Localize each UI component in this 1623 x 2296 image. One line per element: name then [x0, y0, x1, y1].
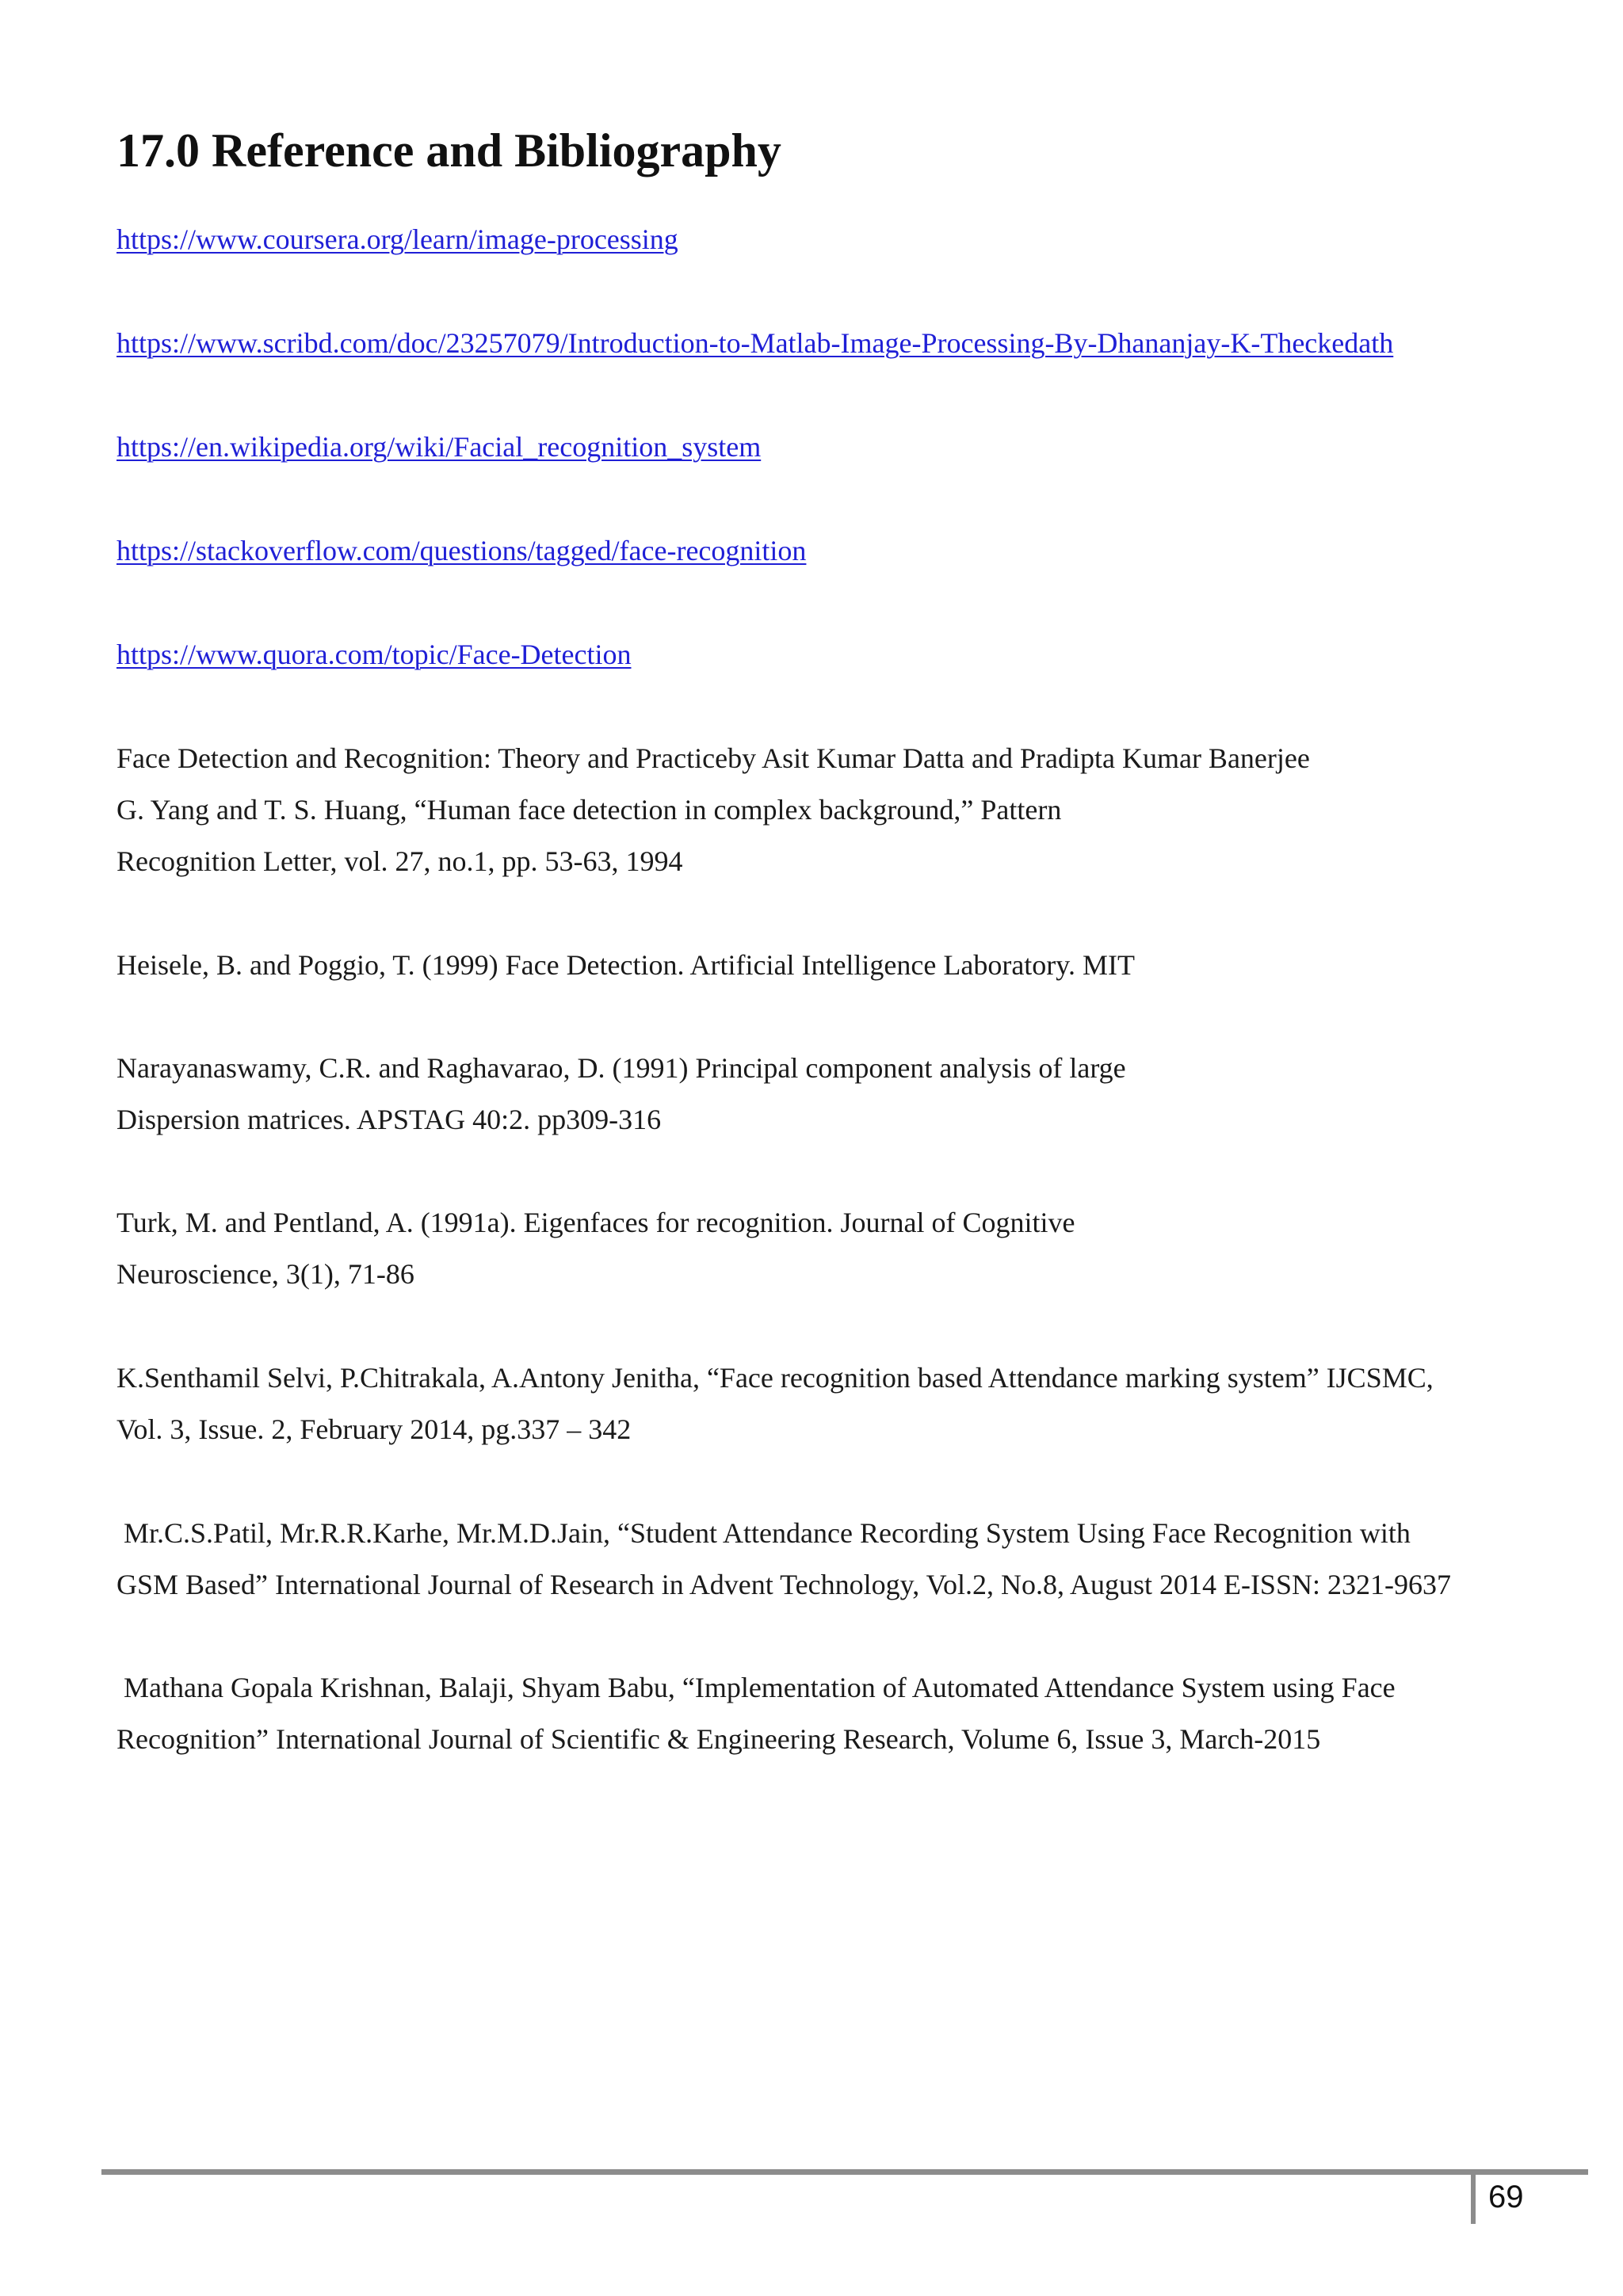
reference-line: Dispersion matrices. APSTAG 40:2. pp309-316 — [116, 1104, 662, 1135]
reference-line: Mathana Gopala Krishnan, Balaji, Shyam Babu, “Implementation of Automated Attendance System using Face — [116, 1672, 1396, 1703]
link-coursera[interactable]: https://www.coursera.org/learn/image-processing — [116, 223, 678, 255]
reference-line: Face Detection and Recognition: Theory and Practiceby Asit Kumar Datta and Pradipta Kumar Banerjee — [116, 742, 1310, 774]
page-title: 17.0 Reference and Bibliography — [116, 124, 781, 177]
link-quora[interactable]: https://www.quora.com/topic/Face-Detection — [116, 639, 632, 670]
reference-line: Neuroscience, 3(1), 71-86 — [116, 1258, 414, 1290]
reference-line: Vol. 3, Issue. 2, February 2014, pg.337 – 342 — [116, 1413, 632, 1445]
footer-rule — [101, 2169, 1588, 2175]
reference-line: G. Yang and T. S. Huang, “Human face detection in complex background,” Pattern — [116, 794, 1062, 826]
reference-line: Narayanaswamy, C.R. and Raghavarao, D. (1991) Principal component analysis of large — [116, 1052, 1126, 1084]
link-stackoverflow[interactable]: https://stackoverflow.com/questions/tagged/face-recognition — [116, 535, 807, 566]
reference-line: Mr.C.S.Patil, Mr.R.R.Karhe, Mr.M.D.Jain, “Student Attendance Recording System Using Face Recognition with — [116, 1517, 1411, 1549]
reference-line: Turk, M. and Pentland, A. (1991a). Eigenfaces for recognition. Journal of Cognitive — [116, 1207, 1075, 1238]
page-number: 69 — [1488, 2180, 1524, 2214]
reference-line: Recognition” International Journal of Scientific & Engineering Research, Volume 6, Issue 3, March-2015 — [116, 1723, 1321, 1755]
reference-line: K.Senthamil Selvi, P.Chitrakala, A.Antony Jenitha, “Face recognition based Attendance marking system” IJCSMC, — [116, 1362, 1434, 1394]
footer-divider — [1471, 2173, 1476, 2224]
link-scribd[interactable]: https://www.scribd.com/doc/23257079/Introduction-to-Matlab-Image-Processing-By-Dhananjay-K-Theckedath — [116, 327, 1394, 359]
reference-line: Heisele, B. and Poggio, T. (1999) Face Detection. Artificial Intelligence Laboratory. MIT — [116, 949, 1135, 981]
link-wikipedia[interactable]: https://en.wikipedia.org/wiki/Facial_recognition_system — [116, 431, 762, 463]
reference-line: GSM Based” International Journal of Research in Advent Technology, Vol.2, No.8, August 2014 E-ISSN: 2321-9637 — [116, 1569, 1451, 1600]
reference-line: Recognition Letter, vol. 27, no.1, pp. 53-63, 1994 — [116, 845, 683, 877]
